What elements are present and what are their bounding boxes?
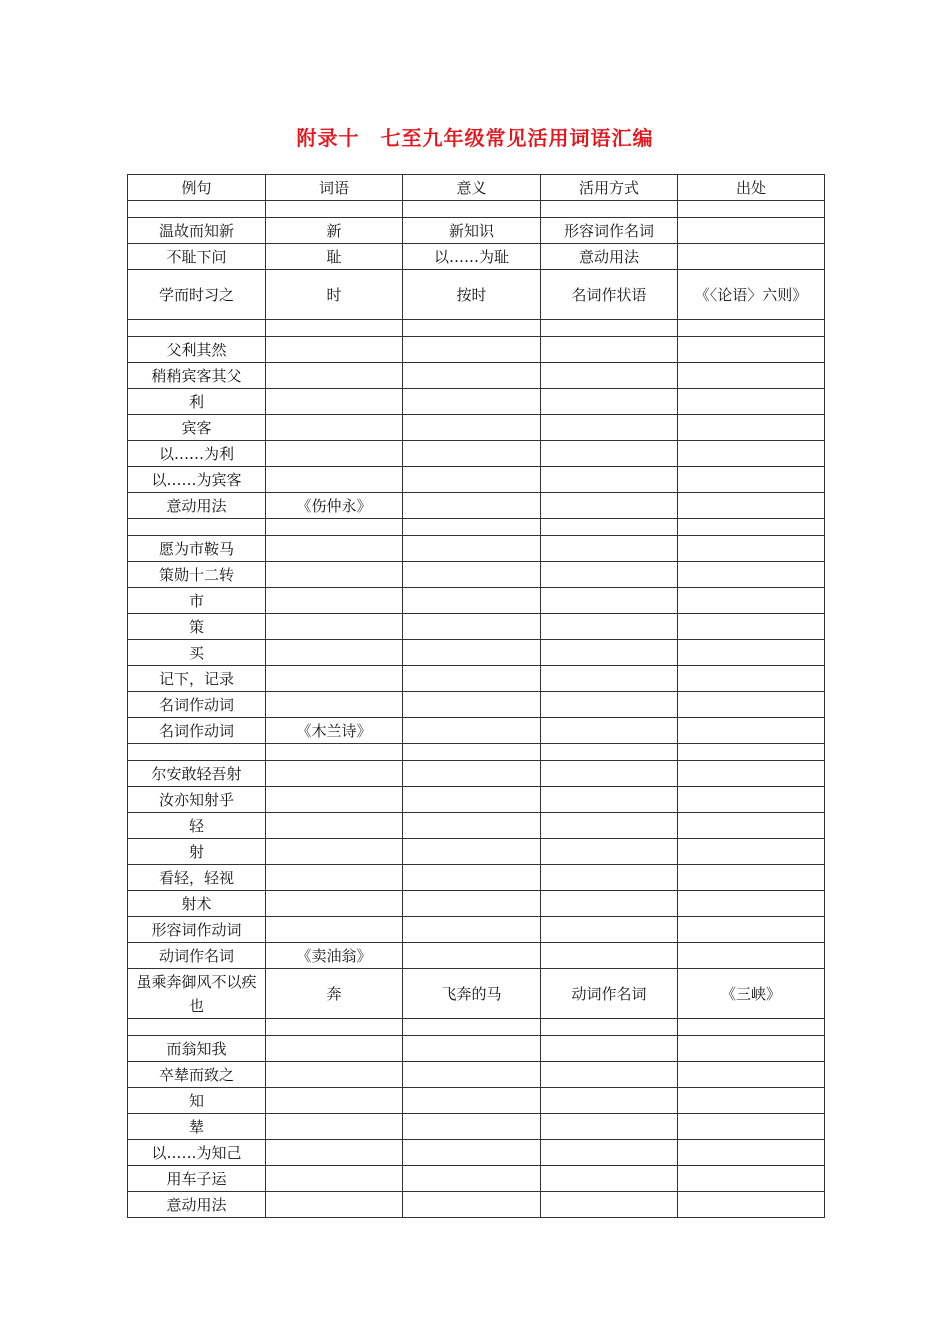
table-cell xyxy=(541,1062,678,1088)
table-cell xyxy=(678,917,825,943)
column-header: 活用方式 xyxy=(541,175,678,201)
table-cell xyxy=(128,744,266,761)
table-cell xyxy=(266,1192,403,1218)
table-cell xyxy=(678,1036,825,1062)
table-cell: 以……为宾客 xyxy=(128,467,266,493)
table-row xyxy=(128,1140,825,1166)
table-cell: 动词作名词 xyxy=(128,943,266,969)
table-cell xyxy=(541,718,678,744)
table-row xyxy=(128,493,825,519)
table-cell xyxy=(678,1140,825,1166)
table-cell: 射术 xyxy=(128,891,266,917)
table-cell xyxy=(403,787,541,813)
table-cell: 《〈论语〉六则》 xyxy=(678,270,825,320)
table-spacer-row xyxy=(128,201,825,218)
table-row xyxy=(128,718,825,744)
table-cell: 动词作名词 xyxy=(541,969,678,1019)
table-cell xyxy=(678,493,825,519)
table-cell xyxy=(678,1166,825,1192)
table-cell xyxy=(541,1088,678,1114)
table-cell xyxy=(678,692,825,718)
table-cell xyxy=(403,640,541,666)
table-cell xyxy=(678,640,825,666)
table-cell xyxy=(403,614,541,640)
table-cell xyxy=(541,1036,678,1062)
table-cell xyxy=(678,865,825,891)
table-row xyxy=(128,244,825,270)
table-cell xyxy=(128,320,266,337)
table-cell xyxy=(541,917,678,943)
table-cell xyxy=(678,943,825,969)
table-spacer-row xyxy=(128,1019,825,1036)
table-cell xyxy=(403,320,541,337)
table-cell xyxy=(403,201,541,218)
table-cell xyxy=(678,761,825,787)
table-cell xyxy=(678,744,825,761)
table-cell xyxy=(678,467,825,493)
table-cell xyxy=(541,1019,678,1036)
table-cell xyxy=(541,1166,678,1192)
table-spacer-row xyxy=(128,744,825,761)
table-cell xyxy=(266,1088,403,1114)
table-cell xyxy=(266,761,403,787)
table-cell xyxy=(403,493,541,519)
table-cell: 尔安敢轻吾射 xyxy=(128,761,266,787)
table-cell: 《三峡》 xyxy=(678,969,825,1019)
table-cell xyxy=(678,363,825,389)
table-cell: 卒辇而致之 xyxy=(128,1062,266,1088)
table-cell xyxy=(541,813,678,839)
table-cell xyxy=(266,692,403,718)
table-cell: 策勋十二转 xyxy=(128,562,266,588)
table-cell xyxy=(678,337,825,363)
table-header-row xyxy=(128,175,825,201)
table-spacer-row xyxy=(128,320,825,337)
table-cell xyxy=(266,640,403,666)
table-row xyxy=(128,787,825,813)
table-cell xyxy=(403,415,541,441)
table-cell xyxy=(266,813,403,839)
table-cell xyxy=(266,337,403,363)
table-cell xyxy=(266,1166,403,1192)
table-row xyxy=(128,562,825,588)
table-row xyxy=(128,1114,825,1140)
table-cell xyxy=(266,865,403,891)
table-cell xyxy=(541,1192,678,1218)
table-cell xyxy=(403,692,541,718)
table-cell xyxy=(678,666,825,692)
column-header: 意义 xyxy=(403,175,541,201)
table-cell: 以……为耻 xyxy=(403,244,541,270)
table-cell xyxy=(266,891,403,917)
table-row xyxy=(128,218,825,244)
table-cell xyxy=(541,588,678,614)
table-cell xyxy=(403,813,541,839)
table-cell xyxy=(266,441,403,467)
table-cell xyxy=(403,943,541,969)
table-cell xyxy=(266,666,403,692)
table-cell xyxy=(541,493,678,519)
table-cell xyxy=(128,201,266,218)
table-cell xyxy=(403,363,541,389)
table-row xyxy=(128,1166,825,1192)
table-row xyxy=(128,1036,825,1062)
table-cell xyxy=(403,1019,541,1036)
table-cell xyxy=(403,1088,541,1114)
table-cell xyxy=(678,891,825,917)
table-cell xyxy=(678,718,825,744)
table-cell xyxy=(403,467,541,493)
table-cell xyxy=(266,588,403,614)
table-cell: 买 xyxy=(128,640,266,666)
table-cell xyxy=(403,536,541,562)
table-cell xyxy=(541,865,678,891)
table-cell xyxy=(266,1019,403,1036)
table-cell xyxy=(541,519,678,536)
table-cell xyxy=(678,839,825,865)
table-cell: 《伤仲永》 xyxy=(266,493,403,519)
table-cell xyxy=(678,1062,825,1088)
table-cell xyxy=(541,666,678,692)
table-cell: 形容词作名词 xyxy=(541,218,678,244)
table-cell: 名词作动词 xyxy=(128,718,266,744)
table-cell xyxy=(266,562,403,588)
table-cell xyxy=(541,1114,678,1140)
table-cell xyxy=(678,1114,825,1140)
table-cell xyxy=(266,536,403,562)
table-cell xyxy=(678,1019,825,1036)
table-row xyxy=(128,917,825,943)
table-row xyxy=(128,813,825,839)
table-cell xyxy=(541,891,678,917)
table-cell: 不耻下问 xyxy=(128,244,266,270)
table-row xyxy=(128,415,825,441)
table-cell: 知 xyxy=(128,1088,266,1114)
table-cell xyxy=(266,363,403,389)
table-cell xyxy=(678,201,825,218)
table-cell xyxy=(678,588,825,614)
table-cell: 宾客 xyxy=(128,415,266,441)
table-row xyxy=(128,865,825,891)
table-cell xyxy=(403,519,541,536)
column-header: 词语 xyxy=(266,175,403,201)
table-cell xyxy=(266,1062,403,1088)
table-cell: 记下，记录 xyxy=(128,666,266,692)
table-cell: 而翁知我 xyxy=(128,1036,266,1062)
table-cell xyxy=(403,891,541,917)
table-row xyxy=(128,761,825,787)
table-cell: 轻 xyxy=(128,813,266,839)
table-cell xyxy=(403,761,541,787)
table-cell xyxy=(128,519,266,536)
table-cell: 用车子运 xyxy=(128,1166,266,1192)
table-cell xyxy=(541,787,678,813)
table-cell: 射 xyxy=(128,839,266,865)
table-cell xyxy=(128,1019,266,1036)
table-cell xyxy=(541,441,678,467)
table-cell xyxy=(541,389,678,415)
table-cell xyxy=(403,744,541,761)
table-row xyxy=(128,270,825,320)
table-cell xyxy=(403,1140,541,1166)
table-row xyxy=(128,337,825,363)
table-cell: 按时 xyxy=(403,270,541,320)
table-cell: 飞奔的马 xyxy=(403,969,541,1019)
table-cell: 父利其然 xyxy=(128,337,266,363)
table-cell: 意动用法 xyxy=(541,244,678,270)
table-cell xyxy=(541,943,678,969)
table-cell xyxy=(541,744,678,761)
table-row xyxy=(128,943,825,969)
table-row xyxy=(128,467,825,493)
table-row xyxy=(128,969,825,1019)
table-cell xyxy=(541,692,678,718)
table-cell xyxy=(541,415,678,441)
table-row xyxy=(128,692,825,718)
table-cell: 耻 xyxy=(266,244,403,270)
table-row xyxy=(128,536,825,562)
table-row xyxy=(128,666,825,692)
table-cell xyxy=(266,320,403,337)
table-cell: 形容词作动词 xyxy=(128,917,266,943)
table-cell xyxy=(541,640,678,666)
table-cell xyxy=(678,787,825,813)
table-cell xyxy=(403,562,541,588)
table-cell xyxy=(678,218,825,244)
table-cell xyxy=(541,467,678,493)
table-cell xyxy=(678,813,825,839)
table-cell xyxy=(266,614,403,640)
table-row xyxy=(128,1192,825,1218)
table-cell xyxy=(541,1140,678,1166)
table-cell xyxy=(541,536,678,562)
table-cell: 以……为知己 xyxy=(128,1140,266,1166)
table-cell: 名词作状语 xyxy=(541,270,678,320)
table-row xyxy=(128,1088,825,1114)
table-cell: 利 xyxy=(128,389,266,415)
table-cell: 《卖油翁》 xyxy=(266,943,403,969)
table-row xyxy=(128,363,825,389)
table-cell xyxy=(403,1062,541,1088)
table-cell xyxy=(678,389,825,415)
table-cell: 辇 xyxy=(128,1114,266,1140)
table-cell xyxy=(403,718,541,744)
table-cell: 《木兰诗》 xyxy=(266,718,403,744)
table-cell xyxy=(266,201,403,218)
table-cell xyxy=(266,1140,403,1166)
table-cell xyxy=(403,839,541,865)
table-cell: 虽乘奔御风不以疾也 xyxy=(128,969,266,1019)
table-cell: 学而时习之 xyxy=(128,270,266,320)
table-cell xyxy=(266,519,403,536)
table-row xyxy=(128,640,825,666)
table-cell xyxy=(678,244,825,270)
table-cell xyxy=(403,917,541,943)
table-cell xyxy=(266,917,403,943)
table-cell xyxy=(403,1192,541,1218)
table-cell: 策 xyxy=(128,614,266,640)
table-spacer-row xyxy=(128,519,825,536)
table-cell: 时 xyxy=(266,270,403,320)
table-cell xyxy=(266,467,403,493)
table-cell xyxy=(403,588,541,614)
table-cell xyxy=(541,839,678,865)
table-cell xyxy=(678,441,825,467)
table-cell: 名词作动词 xyxy=(128,692,266,718)
table-cell: 温故而知新 xyxy=(128,218,266,244)
table-row xyxy=(128,1062,825,1088)
table-cell: 新知识 xyxy=(403,218,541,244)
table-row xyxy=(128,588,825,614)
table-cell xyxy=(266,744,403,761)
table-cell xyxy=(541,201,678,218)
table-cell xyxy=(678,320,825,337)
table-cell: 新 xyxy=(266,218,403,244)
table-row xyxy=(128,839,825,865)
table-cell xyxy=(678,1192,825,1218)
table-cell xyxy=(541,614,678,640)
table-cell xyxy=(678,519,825,536)
word-usage-table xyxy=(127,174,825,1218)
table-cell xyxy=(403,666,541,692)
table-cell xyxy=(678,536,825,562)
table-cell xyxy=(541,562,678,588)
table-cell xyxy=(678,562,825,588)
table-cell: 愿为市鞍马 xyxy=(128,536,266,562)
table-cell xyxy=(541,761,678,787)
table-cell: 市 xyxy=(128,588,266,614)
table-cell: 意动用法 xyxy=(128,1192,266,1218)
table-cell xyxy=(541,337,678,363)
table-cell xyxy=(266,787,403,813)
column-header: 例句 xyxy=(128,175,266,201)
table-cell xyxy=(266,1114,403,1140)
table-cell xyxy=(266,1036,403,1062)
table-cell xyxy=(266,389,403,415)
table-cell xyxy=(541,363,678,389)
column-header: 出处 xyxy=(678,175,825,201)
table-cell xyxy=(403,389,541,415)
table-cell: 稍稍宾客其父 xyxy=(128,363,266,389)
table-cell xyxy=(541,320,678,337)
table-cell xyxy=(403,865,541,891)
table-cell: 奔 xyxy=(266,969,403,1019)
table-cell xyxy=(403,1114,541,1140)
table-row xyxy=(128,441,825,467)
table-row xyxy=(128,389,825,415)
table-cell xyxy=(403,1036,541,1062)
page-title: 附录十 七至九年级常见活用词语汇编 xyxy=(296,126,654,150)
table-cell xyxy=(403,337,541,363)
table-cell xyxy=(403,441,541,467)
table-cell xyxy=(403,1166,541,1192)
table-cell: 汝亦知射乎 xyxy=(128,787,266,813)
table-cell: 以……为利 xyxy=(128,441,266,467)
table-cell xyxy=(266,839,403,865)
table-cell xyxy=(266,415,403,441)
table-cell: 看轻，轻视 xyxy=(128,865,266,891)
table-row xyxy=(128,614,825,640)
table-cell xyxy=(678,1088,825,1114)
table-cell xyxy=(678,415,825,441)
table-cell: 意动用法 xyxy=(128,493,266,519)
table-cell xyxy=(678,614,825,640)
table-row xyxy=(128,891,825,917)
